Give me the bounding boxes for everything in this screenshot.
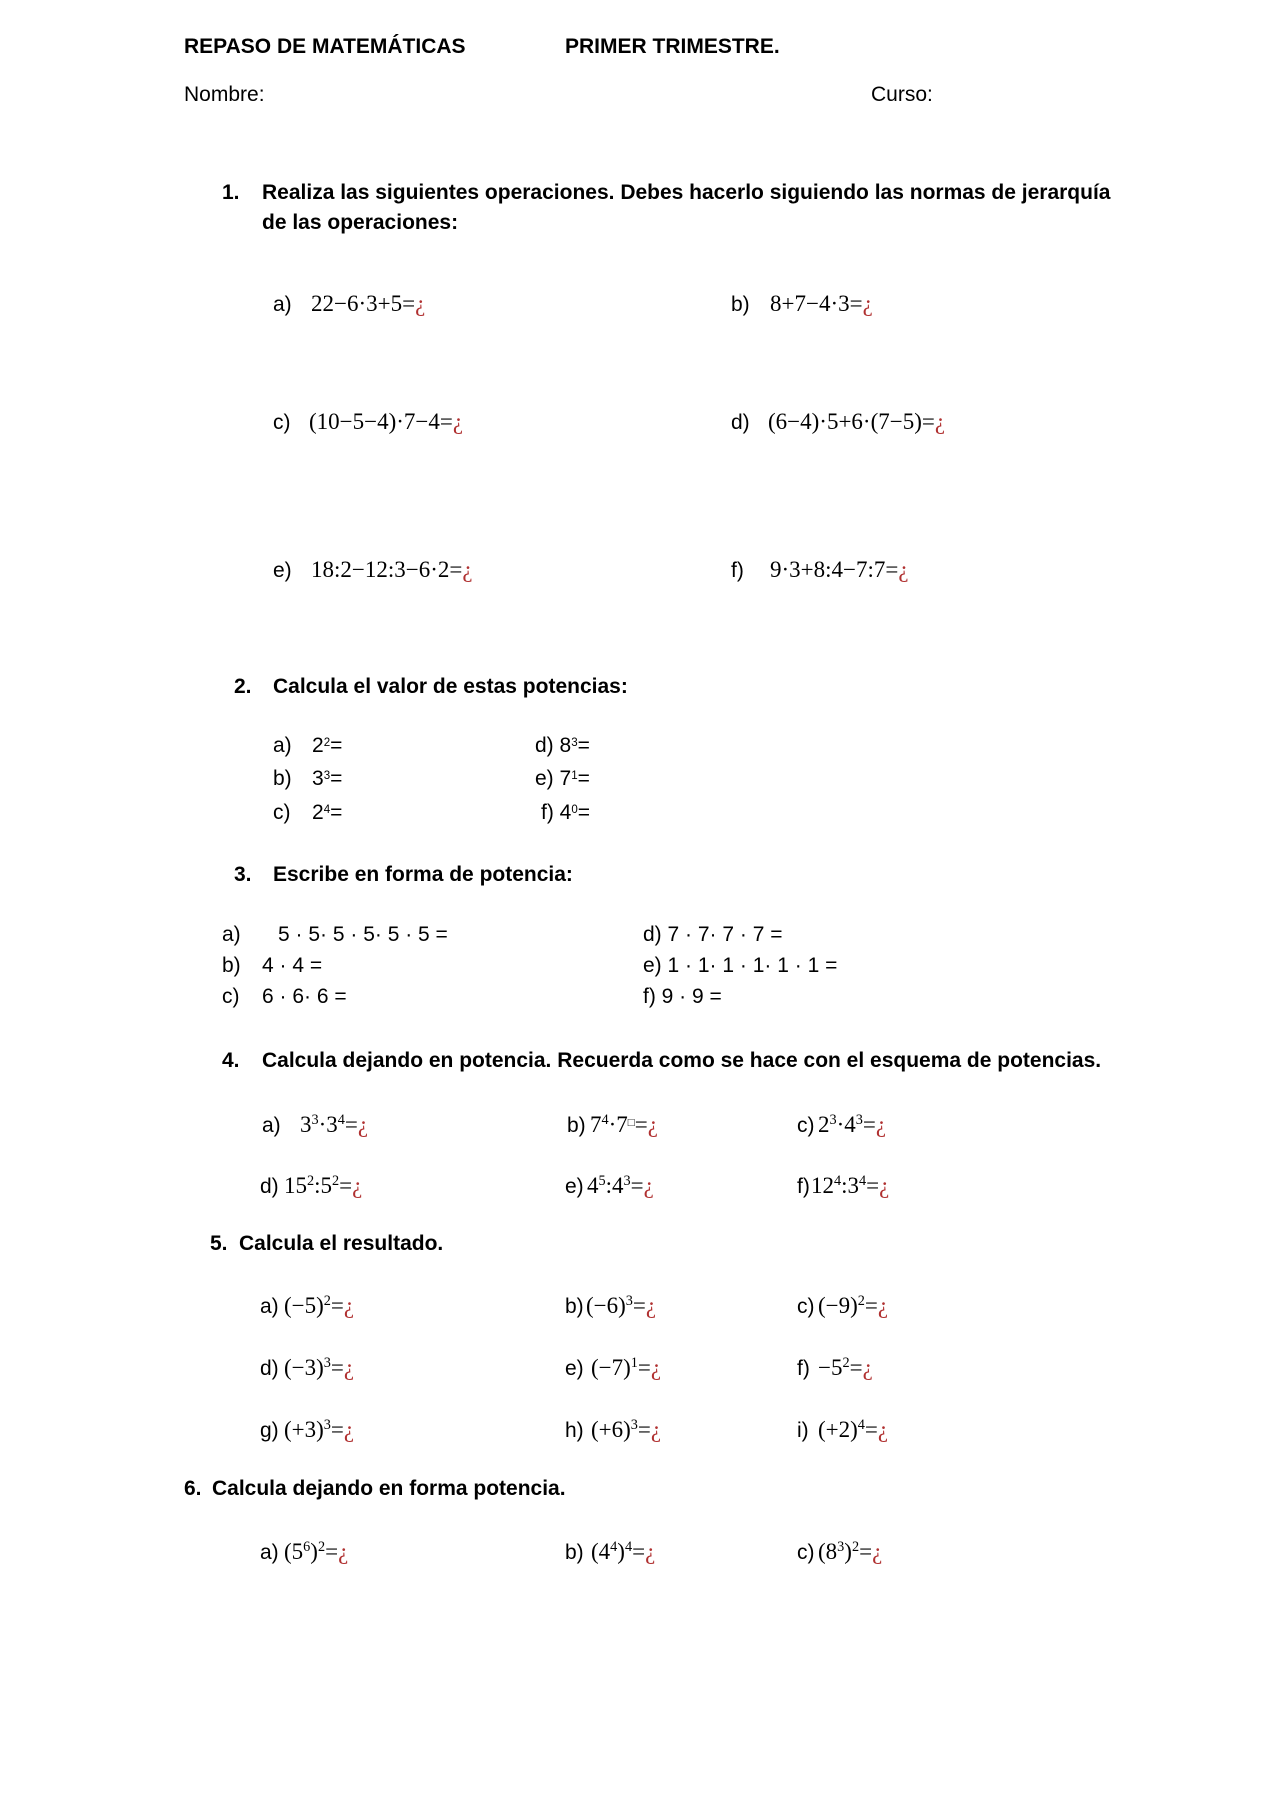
q1-number: 1. — [222, 181, 240, 204]
term-label: PRIMER TRIMESTRE. — [565, 35, 780, 58]
q5a-expression: $(-5)^2=¿$ — [284, 1293, 355, 1318]
q6-number: 6. — [184, 1477, 202, 1500]
q5-prompt: Calcula el resultado. — [239, 1232, 444, 1255]
q1d-expression: (6−4)·5+6·(7−5)=¿ — [768, 409, 946, 434]
q1c-expression: (10−5−4)·7−4=¿ — [309, 409, 464, 434]
q2-prompt: Calcula el valor de estas potencias: — [273, 675, 628, 698]
course-label: Curso: — [871, 83, 933, 106]
q5g-label: g) — [260, 1419, 279, 1442]
q2e-expression: e) $7^1=$ — [535, 767, 590, 790]
q1-prompt-line1: Realiza las siguientes operaciones. Debes hacerlo siguiendo las normas de jerarquía — [262, 181, 1111, 204]
q5e-expression: $(-7)^1=¿$ — [591, 1355, 662, 1380]
q1f-expression: 9·3+8:4−7:7=¿ — [770, 557, 909, 582]
q2a-label: a) — [273, 734, 292, 757]
q4-number: 4. — [222, 1049, 240, 1072]
q3c-label: c) — [222, 985, 240, 1008]
q1e-expression: 18:2−12:3−6·2=¿ — [311, 557, 473, 582]
q5-number: 5. — [210, 1232, 228, 1255]
q6c-expression: $(8^3)^2=¿$ — [818, 1539, 883, 1564]
q2f-expression: f) $4^0=$ — [541, 801, 591, 824]
q5b-label: b) — [565, 1295, 584, 1318]
q2-number: 2. — [234, 675, 252, 698]
q2b-label: b) — [273, 767, 292, 790]
q1e-label: e) — [273, 559, 292, 582]
q1b-label: b) — [731, 293, 750, 316]
q5c-expression: $(-9)^2=¿$ — [818, 1293, 889, 1318]
q5h-label: h) — [565, 1419, 584, 1442]
q2b-expression: $3^3=$ — [312, 767, 343, 790]
q4b-label: b) — [567, 1114, 586, 1137]
q4f-expression: $12^4:3^4=¿$ — [811, 1173, 890, 1198]
q5i-label: i) — [797, 1419, 809, 1442]
q3a-expression: 5 · 5· 5 · 5· 5 · 5 = — [278, 923, 448, 946]
q3c-expression: 6 · 6· 6 = — [262, 985, 347, 1008]
q2c-label: c) — [273, 801, 291, 824]
name-label: Nombre: — [184, 83, 265, 106]
worksheet-title: REPASO DE MATEMÁTICAS — [184, 35, 466, 58]
q5d-label: d) — [260, 1357, 279, 1380]
q3d-expression: d) 7 · 7· 7 · 7 = — [643, 923, 783, 946]
q4-prompt: Calcula dejando en potencia. Recuerda como se hace con el esquema de potencias. — [262, 1049, 1102, 1072]
q2c-expression: $2^4=$ — [312, 801, 343, 824]
q4e-expression: $4^5:4^3=¿$ — [587, 1173, 654, 1198]
q4c-expression: $2^3\cdot 4^3=¿$ — [818, 1112, 887, 1137]
q1a-label: a) — [273, 293, 292, 316]
q5h-expression: $(+6)^3=¿$ — [591, 1417, 662, 1442]
q4d-expression: $15^2:5^2=¿$ — [284, 1173, 363, 1198]
q5e-label: e) — [565, 1357, 584, 1380]
q5b-expression: $(-6)^3=¿$ — [586, 1293, 657, 1318]
q5c-label: c) — [797, 1295, 815, 1318]
q4c-label: c) — [797, 1114, 815, 1137]
q3b-expression: 4 · 4 = — [262, 954, 323, 977]
q5f-expression: $-5^2=¿$ — [818, 1355, 873, 1380]
q3-prompt: Escribe en forma de potencia: — [273, 863, 573, 886]
q5f-label: f) — [797, 1357, 810, 1380]
q2a-expression: $2^2=$ — [312, 734, 343, 757]
q4d-label: d) — [260, 1175, 279, 1198]
q6b-label: b) — [565, 1541, 584, 1564]
q1f-label: f) — [731, 559, 744, 582]
q2d-expression: d) $8^3=$ — [535, 734, 590, 757]
q4a-label: a) — [262, 1114, 281, 1137]
q3f-expression: f) 9 · 9 = — [643, 985, 722, 1008]
q5d-expression: $(-3)^3=¿$ — [284, 1355, 355, 1380]
q3b-label: b) — [222, 954, 241, 977]
q5g-expression: $(+3)^3=¿$ — [284, 1417, 355, 1442]
q4b-expression: $7^4\cdot 7^□=¿$ — [590, 1112, 658, 1137]
q1-prompt-line2: de las operaciones: — [262, 211, 459, 234]
q4e-label: e) — [565, 1175, 584, 1198]
q6c-label: c) — [797, 1541, 815, 1564]
q3a-label: a) — [222, 923, 241, 946]
q1a-expression: 22−6·3+5=¿ — [311, 291, 426, 316]
q6-prompt: Calcula dejando en forma potencia. — [212, 1477, 566, 1500]
q4a-expression: $3^3\cdot 3^4=¿$ — [300, 1112, 369, 1137]
q1c-label: c) — [273, 411, 291, 434]
q4f-label: f) — [797, 1175, 810, 1198]
q1d-label: d) — [731, 411, 750, 434]
q1b-expression: 8+7−4·3=¿ — [770, 291, 873, 316]
q6a-expression: $(5^6)^2=¿$ — [284, 1539, 349, 1564]
q3-number: 3. — [234, 863, 252, 886]
q5i-expression: $(+2)^4=¿$ — [818, 1417, 889, 1442]
q6a-label: a) — [260, 1541, 279, 1564]
q6b-expression: $(4^4)^4=¿$ — [591, 1539, 656, 1564]
q5a-label: a) — [260, 1295, 279, 1318]
q3e-expression: e) 1 · 1· 1 · 1· 1 · 1 = — [643, 954, 838, 977]
